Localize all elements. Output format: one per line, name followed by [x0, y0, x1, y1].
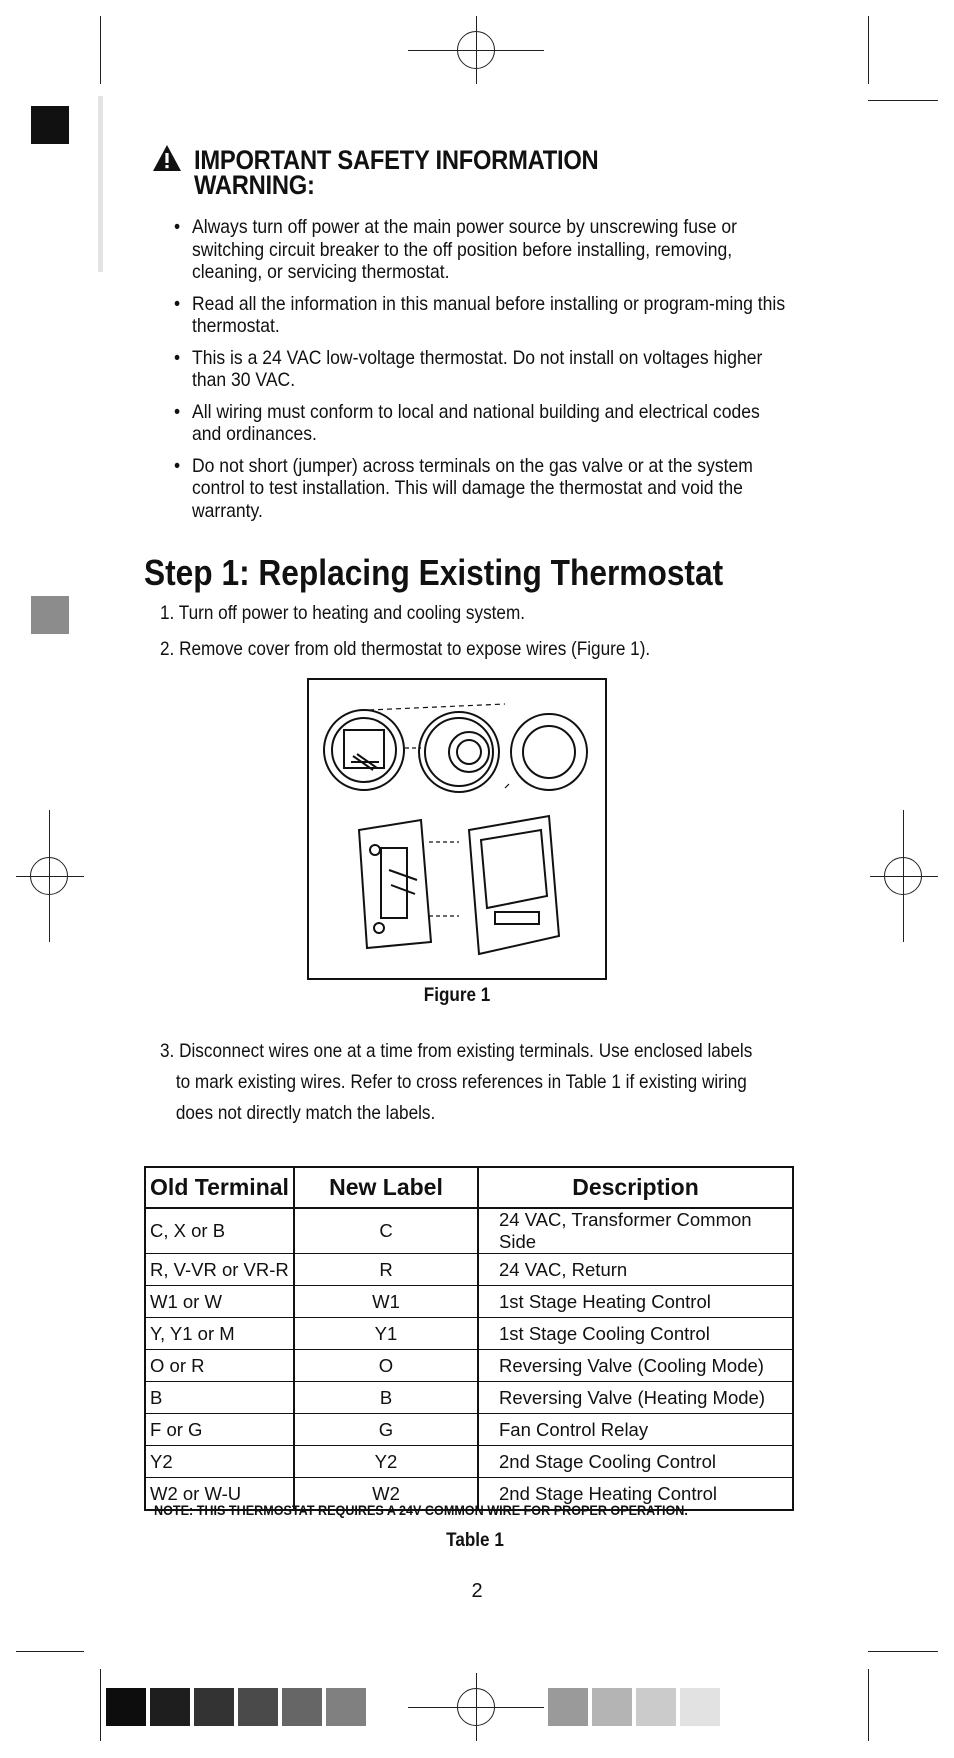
step-title: Step 1: Replacing Existing Thermostat	[144, 552, 724, 593]
table-row	[145, 1254, 793, 1286]
new-label-cell: R	[294, 1254, 478, 1286]
list-item: • Do not short (jumper) across terminals on the gas valve or at the system control to test installation. This will damage the thermostat and void the warranty.	[192, 455, 786, 523]
new-label-cell: W1	[294, 1286, 478, 1318]
warning-triangle-icon	[152, 144, 182, 172]
description-cell: 1st Stage Heating Control	[478, 1286, 793, 1318]
warning-list	[192, 216, 852, 531]
table-row	[145, 1208, 793, 1254]
new-label-cell: Y1	[294, 1318, 478, 1350]
color-swatch	[636, 1688, 676, 1726]
color-swatch	[680, 1688, 720, 1726]
table-header-row	[145, 1167, 793, 1208]
table-row	[145, 1414, 793, 1446]
step-item: 3. Disconnect wires one at a time from existing terminals. Use enclosed labels to mark existing wires. Refer to cross references in Table 1 if existing wiring does not directly match the labels.	[160, 1040, 753, 1124]
description-cell: 24 VAC, Transformer Common Side	[478, 1208, 793, 1254]
old-terminal-cell: B	[145, 1382, 294, 1414]
color-swatch	[238, 1688, 278, 1726]
description-cell: Reversing Valve (Heating Mode)	[478, 1382, 793, 1414]
column-header: Old Terminal	[145, 1167, 294, 1208]
color-swatch	[150, 1688, 190, 1726]
warning-heading	[152, 145, 712, 200]
color-swatch	[592, 1688, 632, 1726]
table-caption: Table 1	[446, 1530, 504, 1551]
table-row	[145, 1318, 793, 1350]
figure-1	[307, 678, 607, 980]
step-item: 1. Turn off power to heating and cooling system.	[160, 602, 526, 624]
table-row	[145, 1382, 793, 1414]
color-swatch	[282, 1688, 322, 1726]
list-item: • Read all the information in this manual before installing or program-ming this thermostat.	[192, 293, 786, 338]
list-item: • This is a 24 VAC low-voltage thermostat. Do not install on voltages higher than 30 VAC.	[192, 347, 786, 392]
gray-tab-marker	[31, 596, 69, 634]
color-swatch	[326, 1688, 366, 1726]
new-label-cell: Y2	[294, 1446, 478, 1478]
new-label-cell: W2	[294, 1478, 478, 1511]
old-terminal-cell: R, V-VR or VR-R	[145, 1254, 294, 1286]
old-terminal-cell: C, X or B	[145, 1208, 294, 1254]
column-header: Description	[478, 1167, 793, 1208]
old-terminal-cell: Y, Y1 or M	[145, 1318, 294, 1350]
description-cell: 2nd Stage Cooling Control	[478, 1446, 793, 1478]
table-row	[145, 1350, 793, 1382]
color-swatch	[548, 1688, 588, 1726]
old-terminal-cell: W2 or W-U	[145, 1478, 294, 1511]
color-swatch	[106, 1688, 146, 1726]
description-cell: 24 VAC, Return	[478, 1254, 793, 1286]
table-row	[145, 1286, 793, 1318]
black-tab-marker	[31, 106, 69, 144]
terminal-cross-reference-table	[144, 1166, 794, 1511]
new-label-cell: C	[294, 1208, 478, 1254]
warning-subtitle: WARNING:	[194, 170, 315, 200]
old-terminal-cell: O or R	[145, 1350, 294, 1382]
thermostat-exploded-illustration	[309, 680, 605, 978]
new-label-cell: O	[294, 1350, 478, 1382]
old-terminal-cell: W1 or W	[145, 1286, 294, 1318]
color-swatch	[194, 1688, 234, 1726]
old-terminal-cell: Y2	[145, 1446, 294, 1478]
table-note: NOTE: THIS THERMOSTAT REQUIRES A 24V COMMON WIRE FOR PROPER OPERATION.	[154, 1502, 688, 1518]
description-cell: Reversing Valve (Cooling Mode)	[478, 1350, 793, 1382]
column-header: New Label	[294, 1167, 478, 1208]
old-terminal-cell: F or G	[145, 1414, 294, 1446]
new-label-cell: B	[294, 1382, 478, 1414]
page-number: 2	[471, 1580, 483, 1602]
step-item: 2. Remove cover from old thermostat to expose wires (Figure 1).	[160, 638, 651, 660]
description-cell: 1st Stage Cooling Control	[478, 1318, 793, 1350]
list-item: • All wiring must conform to local and national building and electrical codes and ordinances.	[192, 401, 786, 446]
warning-title: IMPORTANT SAFETY INFORMATION	[194, 145, 599, 175]
description-cell: 2nd Stage Heating Control	[478, 1478, 793, 1511]
new-label-cell: G	[294, 1414, 478, 1446]
table-row	[145, 1446, 793, 1478]
figure-caption: Figure 1	[423, 985, 491, 1006]
description-cell: Fan Control Relay	[478, 1414, 793, 1446]
list-item: • Always turn off power at the main power source by unscrewing fuse or switching circuit breaker to the off position before installing, removing, cleaning, or servicing thermostat.	[192, 216, 786, 284]
